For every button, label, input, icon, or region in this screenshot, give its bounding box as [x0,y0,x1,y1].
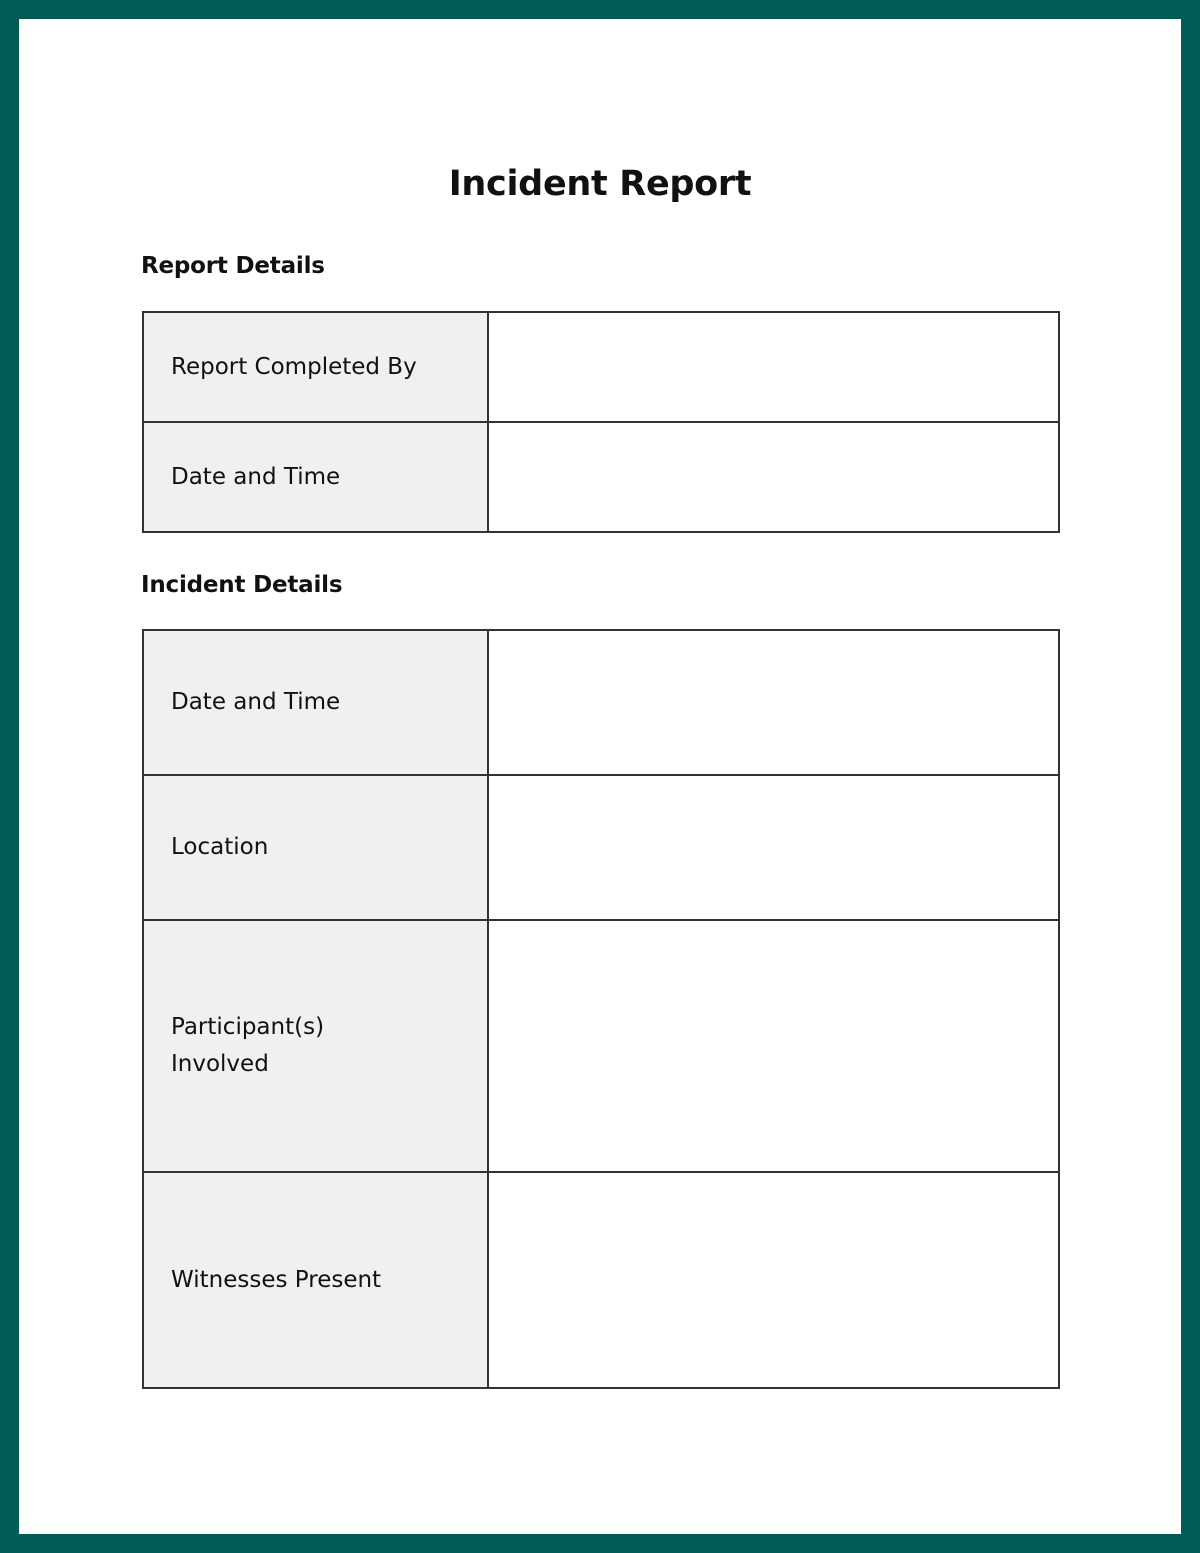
table-row [143,920,1059,1172]
incident-details-heading: Incident Details [141,572,343,598]
witnesses-present-label: Witnesses Present [143,1172,488,1388]
report-details-table [142,311,1060,533]
page-title: Incident Report [448,164,752,204]
incident-details-table [142,629,1060,1389]
location-label: Location [143,775,488,920]
report-completed-by-field[interactable] [488,312,1059,422]
incident-date-time-label: Date and Time [143,630,488,775]
witnesses-present-field[interactable] [488,1172,1059,1388]
table-row [143,630,1059,775]
report-completed-by-label: Report Completed By [143,312,488,422]
participants-involved-label: Participant(s) Involved [143,920,488,1172]
table-row [143,775,1059,920]
table-row [143,312,1059,422]
table-row [143,422,1059,532]
incident-date-time-field[interactable] [488,630,1059,775]
participants-involved-field[interactable] [488,920,1059,1172]
table-row [143,1172,1059,1388]
location-field[interactable] [488,775,1059,920]
report-date-time-field[interactable] [488,422,1059,532]
document-page [19,19,1181,1534]
report-details-heading: Report Details [141,253,325,279]
report-date-time-label: Date and Time [143,422,488,532]
